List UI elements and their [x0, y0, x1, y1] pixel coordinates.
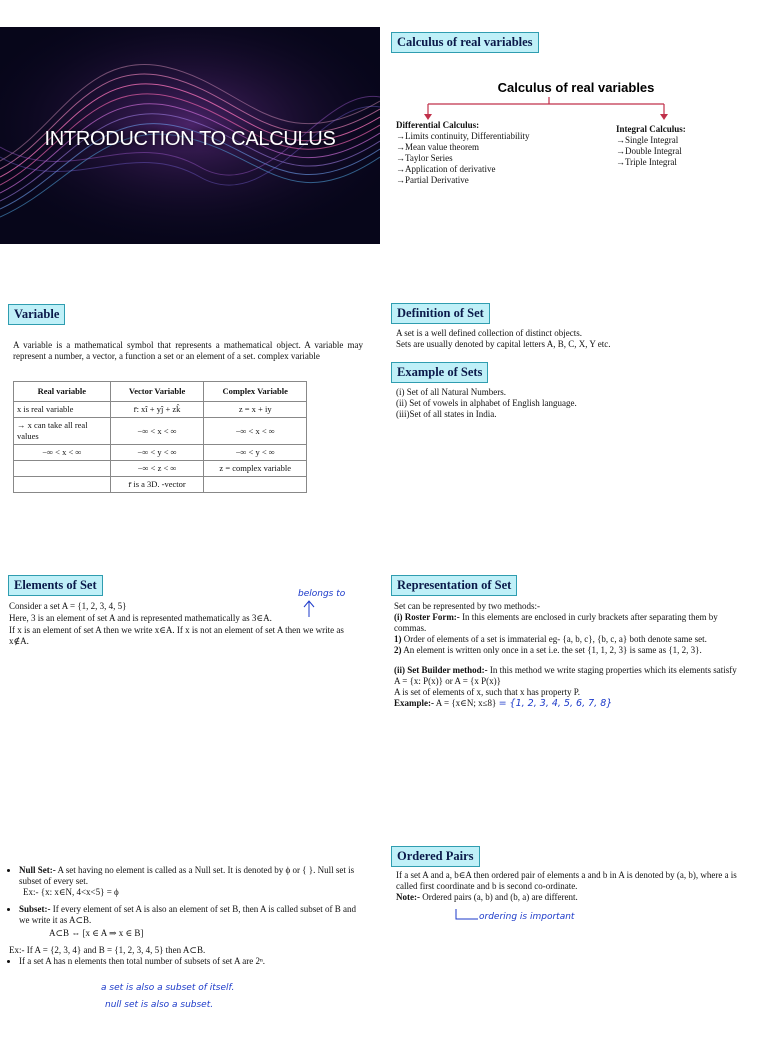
table-cell	[14, 477, 111, 493]
example-label: Example:-	[394, 698, 434, 708]
table-cell: −∞ < x < ∞	[14, 445, 111, 461]
differential-item: →Mean value theorem	[396, 142, 479, 152]
integral-item: →Triple Integral	[616, 157, 677, 167]
table-header-cell: Complex Variable	[204, 382, 307, 402]
slide-elements-of-set	[0, 566, 380, 783]
point-text: Order of elements of a set is immaterial eg- {a, b, c}, {b, c, a} both denote same set.	[401, 634, 707, 644]
table-cell: r̄: xî + yĵ + zk̂	[110, 402, 204, 418]
table-cell: −∞ < y < ∞	[110, 445, 204, 461]
point-text: An element is written only once in a set i.e. the set {1, 1, 2, 3} is same as {1, 2, 3}.	[401, 645, 702, 655]
table-cell: −∞ < x < ∞	[110, 418, 204, 445]
slide-representation-of-set	[386, 566, 766, 783]
count-list	[9, 956, 359, 967]
slide-variable	[0, 296, 380, 513]
definition-line: Sets are usually denoted by capital letters A, B, C, X, Y etc.	[396, 339, 611, 349]
table-row	[14, 418, 307, 445]
variable-table	[13, 381, 307, 493]
subset-label: Subset:-	[19, 904, 51, 914]
differential-item: →Limits continuity, Differentiability	[396, 131, 530, 141]
table-row	[14, 477, 307, 493]
set-builder-text: In this method we write staging properties which its elements satisfy	[487, 665, 737, 675]
table-row	[14, 402, 307, 418]
null-set-label: Null Set:-	[19, 865, 56, 875]
ordered-pair-definition: If a set A and a, b∈A then ordered pair of elements a and b in A is denoted by (a, b), where a is called first coordinate and b is second co-ordinate.	[396, 870, 737, 891]
differential-item: →Taylor Series	[396, 153, 453, 163]
roster-text: In this elements are enclosed in curly brackets after separating them by commas.	[394, 612, 718, 633]
differential-column	[396, 120, 529, 186]
table-header-cell: Vector Variable	[110, 382, 204, 402]
slide-header: Variable	[8, 304, 65, 325]
ordered-pair-content	[396, 870, 752, 903]
example-item: (ii) Set of vowels in alphabet of English language.	[396, 398, 577, 408]
ordered-pair-note	[396, 892, 752, 903]
example-item: (i) Set of all Natural Numbers.	[396, 387, 506, 397]
handwritten-arrow	[300, 599, 320, 619]
table-cell: r̄ is a 3D. -vector	[110, 477, 204, 493]
handwritten-set: = {1, 2, 3, 4, 5, 6, 7, 8}	[498, 698, 613, 709]
integral-column	[616, 124, 686, 168]
handwritten-note: belongs to	[298, 589, 346, 599]
slide-definition-of-set	[386, 296, 766, 513]
slide-header: Definition of Set	[391, 303, 490, 324]
set-builder-example	[394, 698, 750, 709]
subset-example: Ex:- If A = {2, 3, 4} and B = {1, 2, 3, 4, 5} then A⊂B.	[9, 945, 206, 955]
slide-intro	[0, 27, 380, 244]
table-row	[14, 461, 307, 477]
handwritten-note: null set is also a subset.	[105, 1000, 214, 1010]
table-cell: z = x + iy	[204, 402, 307, 418]
element-line: If x is an element of set A then we write x∈A. If x is not an element of set A then we write as x∉A.	[9, 625, 344, 646]
handwritten-note: ordering is important	[479, 912, 575, 922]
variable-definition: A variable is a mathematical symbol that represents a mathematical object. A variable may represent a number, a vector, a function a set or an element of a set. complex variable	[13, 340, 363, 361]
slide-header: Representation of Set	[391, 575, 517, 596]
integral-title: Integral Calculus:	[616, 124, 686, 134]
integral-item: →Double Integral	[616, 146, 682, 156]
null-set-text: A set having no element is called as a Null set. It is denoted by ϕ or { }. Null set is subset of every set.	[19, 865, 355, 886]
subset-content	[9, 865, 359, 967]
null-set-example: Ex:- {x: x∈N, 4<x<5} = ϕ	[23, 887, 119, 897]
roster-form	[394, 612, 750, 634]
subset-text: If every element of set A is also an element of set B, then A is called subset of B and we write it as A⊂B.	[19, 904, 356, 925]
set-builder-description: A is set of elements of x, such that x has property P.	[394, 687, 580, 697]
table-cell: x is real variable	[14, 402, 111, 418]
representation-intro: Set can be represented by two methods:-	[394, 601, 540, 611]
table-cell: −∞ < z < ∞	[110, 461, 204, 477]
example-item: (iii)Set of all states in India.	[396, 409, 497, 419]
list-item	[19, 865, 359, 898]
differential-item: →Application of derivative	[396, 164, 496, 174]
roster-label: (i) Roster Form:-	[394, 612, 460, 622]
roster-point	[394, 645, 750, 656]
definition-line: A set is a well defined collection of distinct objects.	[396, 328, 582, 338]
slide-header: Elements of Set	[8, 575, 103, 596]
examples-header: Example of Sets	[391, 362, 488, 383]
diagram-title: Calculus of real variables	[497, 80, 655, 95]
handwritten-note: a set is also a subset of itself.	[101, 983, 235, 993]
differential-item: →Partial Derivative	[396, 175, 469, 185]
table-cell: −∞ < x < ∞	[204, 418, 307, 445]
slide-ordered-pairs	[386, 835, 766, 1052]
differential-title: Differential Calculus:	[396, 120, 480, 130]
table-header-row	[14, 382, 307, 402]
slide-header: Calculus of real variables	[391, 32, 539, 53]
representation-content	[394, 601, 750, 709]
element-line: Consider a set A = {1, 2, 3, 4, 5}	[9, 601, 127, 611]
definition-list	[9, 865, 359, 939]
set-builder	[394, 665, 750, 676]
list-item: • If a set A has n elements then total number of subsets of set A are 2ⁿ.	[19, 956, 359, 967]
slide-calculus	[386, 27, 766, 244]
subset-definition: A⊂B ⇔ [x ∈ A ⇒ x ∈ B]	[49, 928, 144, 938]
slide-title: INTRODUCTION TO CALCULUS	[44, 128, 336, 150]
table-cell: → x can take all real values	[14, 418, 111, 445]
point-number: 1)	[394, 634, 402, 644]
integral-item: →Single Integral	[616, 135, 679, 145]
set-builder-label: (ii) Set Builder method:-	[394, 665, 488, 675]
note-text: Ordered pairs (a, b) and (b, a) are different.	[420, 892, 578, 902]
example-text: A = {x∈N; x≤8}	[434, 698, 497, 708]
element-line: Here, 3 is an element of set A and is represented mathematically as 3∈A.	[9, 613, 272, 623]
table-row	[14, 445, 307, 461]
slide-null-and-subset	[0, 835, 380, 1052]
table-cell: z = complex variable	[204, 461, 307, 477]
list-item	[19, 904, 359, 939]
roster-point	[394, 634, 750, 645]
set-builder-equation: A = {x: P(x)} or A = {x P(x)}	[394, 676, 501, 686]
note-label: Note:-	[396, 892, 420, 902]
table-cell	[14, 461, 111, 477]
slide-header: Ordered Pairs	[391, 846, 480, 867]
table-header-cell: Real variable	[14, 382, 111, 402]
table-cell	[204, 477, 307, 493]
point-number: 2)	[394, 645, 402, 655]
table-cell: −∞ < y < ∞	[204, 445, 307, 461]
